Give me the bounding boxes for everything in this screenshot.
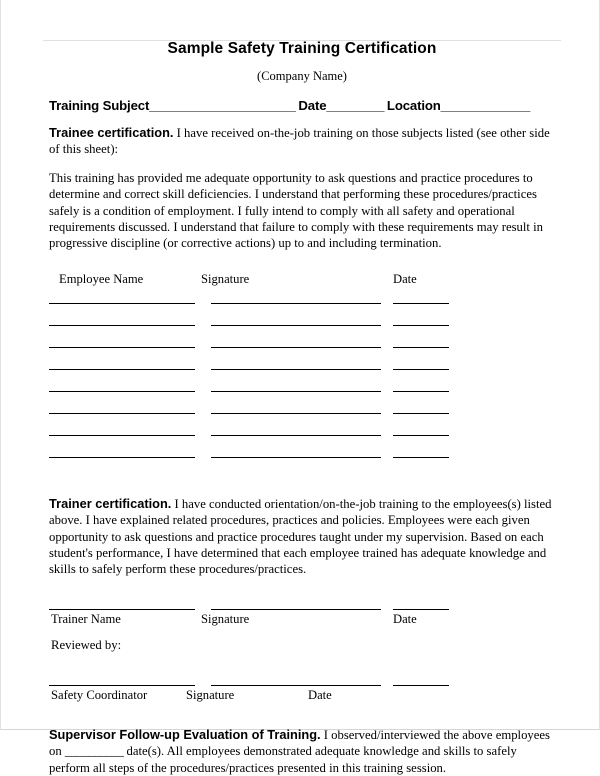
signature-line[interactable]	[211, 413, 381, 414]
header-fields-row	[49, 84, 555, 113]
employee-name-line[interactable]	[49, 303, 195, 304]
trainee-certification-intro	[49, 113, 555, 158]
table-row[interactable]	[49, 336, 555, 358]
date-line[interactable]	[393, 435, 449, 436]
spacer-before-supervisor-section	[49, 707, 555, 727]
date-line[interactable]	[393, 347, 449, 348]
table-row[interactable]	[49, 424, 555, 446]
reviewed-by-label: Reviewed by:	[51, 637, 122, 652]
trainer-signature-line[interactable]	[211, 609, 381, 610]
date-line[interactable]	[393, 303, 449, 304]
signature-table-rows	[49, 292, 555, 468]
trainer-signature-label: Signature	[201, 611, 250, 626]
signature-line[interactable]	[211, 347, 381, 348]
location-label: Location	[386, 98, 441, 113]
date-line[interactable]	[393, 369, 449, 370]
page-title: Sample Safety Training Certification	[167, 40, 437, 57]
table-row[interactable]	[49, 314, 555, 336]
signature-line[interactable]	[211, 303, 381, 304]
spacer-before-coordinator-signature	[49, 660, 555, 674]
trainer-certification-lead: Trainer certification.	[49, 495, 172, 511]
trainee-certification-intro-text: I have received on-the-job training on those subjects listed (see other side of this sheet):	[49, 126, 550, 157]
trainer-date-label: Date	[393, 611, 417, 626]
coordinator-signature-label: Signature	[186, 687, 235, 702]
document-sheet	[43, 0, 561, 775]
coordinator-date-label: Date	[308, 687, 332, 702]
coordinator-signature-line[interactable]	[211, 685, 381, 686]
column-header-employee-name: Employee Name	[59, 271, 144, 286]
safety-coordinator-signature-block	[49, 674, 555, 707]
trainee-certification-body: This training has provided me adequate opportunity to ask questions and practice procedures to determine and correct skill deficiencies. I understand that performing these procedures/practices safely is a condition of employment. I fully intend to comply with all safety and operational requirements discussed. I understand that failure to comply with these requirements may result in progressive discipline (or corrective actions) up to and including termination.	[49, 170, 543, 251]
supervisor-followup-text-1: I observed/interviewed the above employees on	[49, 727, 550, 759]
coordinator-date-line[interactable]	[393, 685, 449, 686]
safety-coordinator-label: Safety Coordinator	[51, 687, 148, 702]
trainer-signature-rules	[49, 598, 555, 612]
date-label: Date	[298, 98, 327, 113]
trainer-certification-body-text: I have conducted orientation/on-the-job training to the employees(s) listed above. I have explained related procedures, practices and policies. Employees were each given opportunity to ask questions and practice procedures taught under my supervision. Based on each student's performance, I have determined that each employee trained has adequate knowledge and skills to safely perform these procedures/practices.	[49, 496, 552, 577]
employee-signature-table	[49, 272, 555, 468]
supervisor-date-blank[interactable]: __________	[64, 744, 124, 759]
spacer-before-trainer-section	[49, 468, 555, 496]
signature-line[interactable]	[211, 325, 381, 326]
trainer-signature-block	[49, 598, 555, 631]
table-row[interactable]	[49, 292, 555, 314]
training-subject-blank[interactable]: _______________________	[149, 98, 295, 113]
table-row[interactable]	[49, 380, 555, 402]
training-subject-label: Training Subject	[49, 98, 150, 113]
employee-name-line[interactable]	[49, 435, 195, 436]
supervisor-followup-text-2: date(s). All employees demonstrated adequate knowledge and skills to safely perform all steps of the procedures/practices presented in this training session.	[49, 744, 517, 775]
trainer-date-line[interactable]	[393, 609, 449, 610]
trainer-certification-paragraph	[49, 496, 555, 578]
table-row[interactable]	[49, 358, 555, 380]
employee-name-line[interactable]	[49, 413, 195, 414]
coordinator-signature-rules	[49, 674, 555, 688]
employee-name-line[interactable]	[49, 347, 195, 348]
date-line[interactable]	[393, 457, 449, 458]
signature-line[interactable]	[211, 435, 381, 436]
supervisor-followup-paragraph	[49, 727, 555, 776]
document-content	[49, 0, 555, 776]
date-blank[interactable]: _________	[326, 98, 384, 113]
signature-line[interactable]	[211, 391, 381, 392]
trainer-name-label: Trainer Name	[51, 611, 121, 626]
employee-name-line[interactable]	[49, 457, 195, 458]
date-line[interactable]	[393, 325, 449, 326]
column-header-signature: Signature	[201, 271, 250, 286]
spacer-before-signature-table	[49, 252, 555, 272]
employee-name-line[interactable]	[49, 391, 195, 392]
trainee-certification-lead: Trainee certification.	[49, 125, 174, 140]
location-blank[interactable]: ______________	[440, 98, 530, 113]
date-line[interactable]	[393, 391, 449, 392]
employee-name-line[interactable]	[49, 369, 195, 370]
table-row[interactable]	[49, 446, 555, 468]
signature-line[interactable]	[211, 369, 381, 370]
coordinator-signature-labels	[49, 688, 555, 707]
company-name-subtitle: (Company Name)	[257, 69, 347, 83]
employee-name-line[interactable]	[49, 325, 195, 326]
supervisor-followup-lead: Supervisor Follow-up Evaluation of Training.	[49, 726, 321, 742]
table-row[interactable]	[49, 402, 555, 424]
column-header-date: Date	[393, 271, 417, 286]
signature-line[interactable]	[211, 457, 381, 458]
spacer-before-trainer-signature	[49, 578, 555, 598]
signature-table-header	[49, 272, 555, 292]
coordinator-name-line[interactable]	[49, 685, 195, 686]
date-line[interactable]	[393, 413, 449, 414]
trainer-signature-labels	[49, 612, 555, 631]
trainer-name-line[interactable]	[49, 609, 195, 610]
